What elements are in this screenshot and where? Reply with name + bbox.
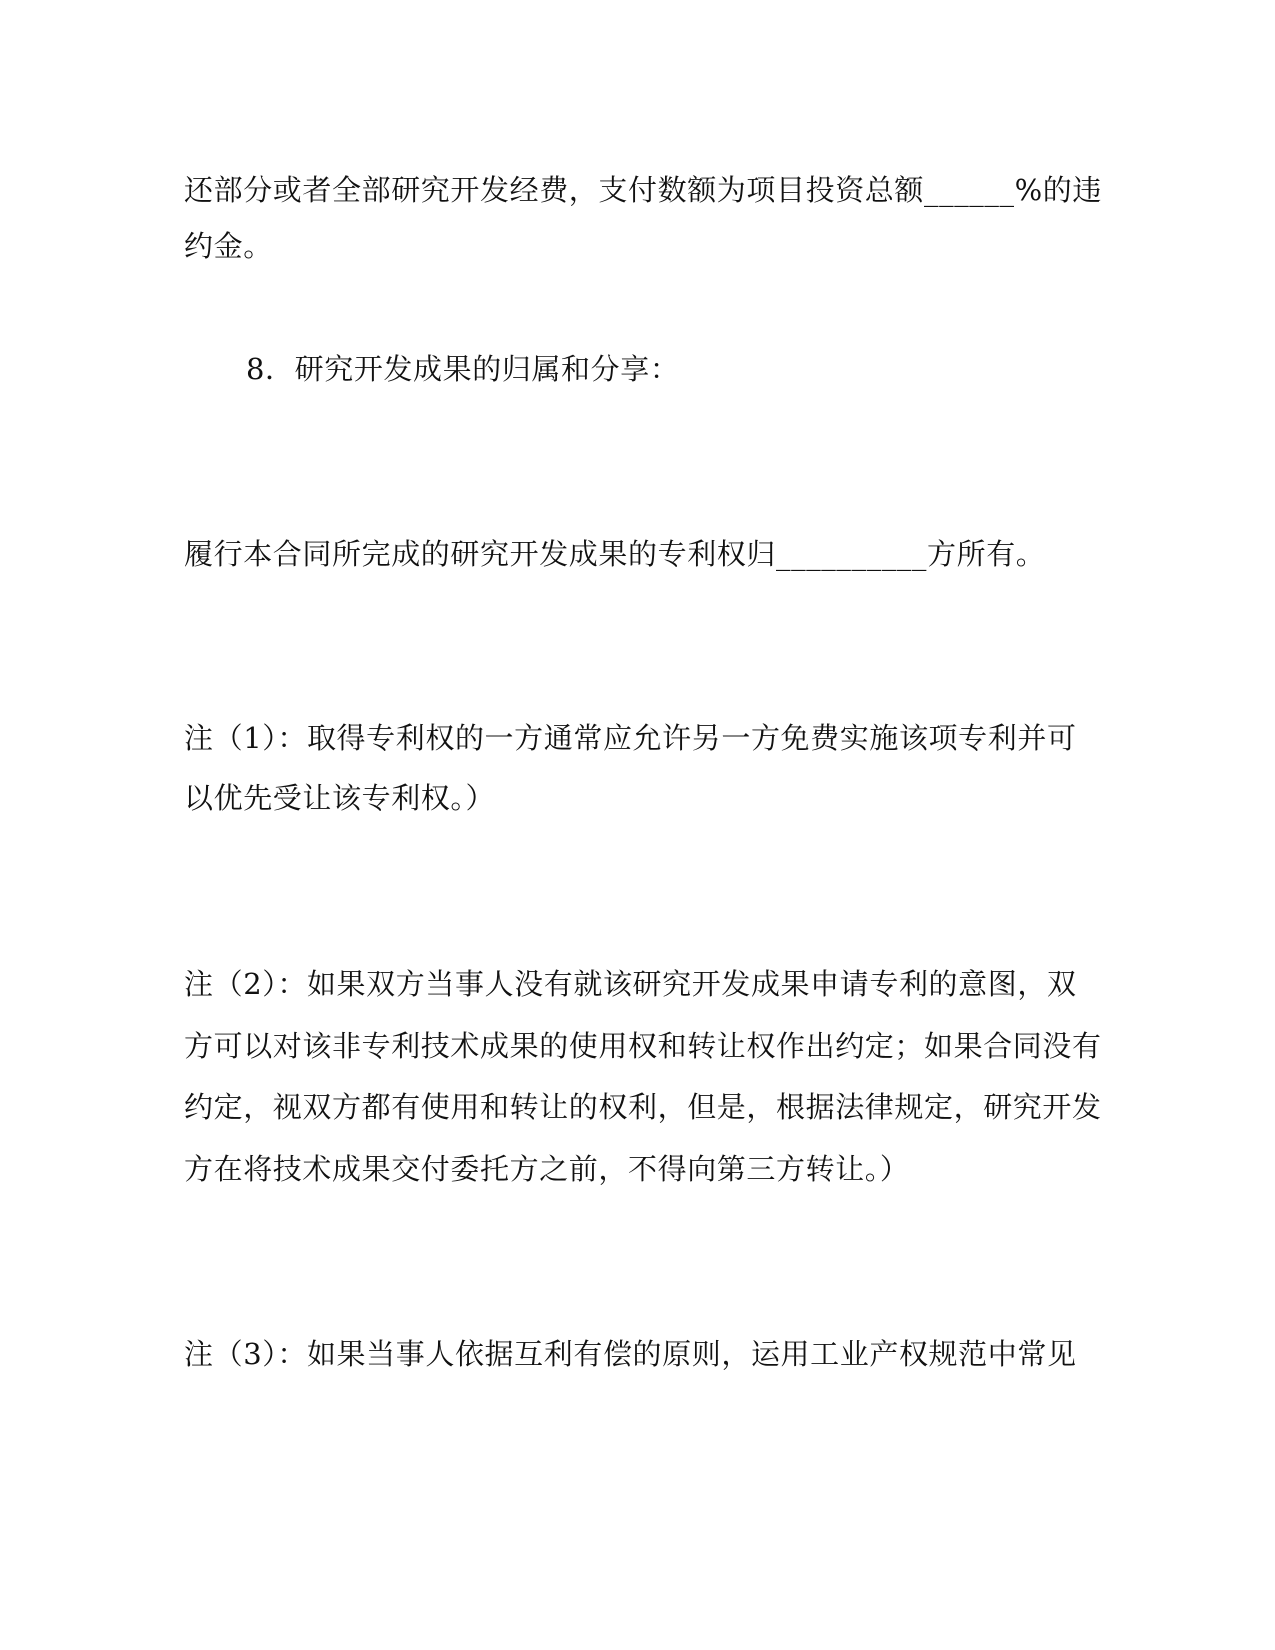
note-1-line-2: 以优先受让该专利权。） bbox=[184, 781, 496, 815]
paragraph-7-line-1: 还部分或者全部研究开发经费，支付数额为项目投资总额______%的违 bbox=[184, 173, 1102, 207]
note-2-line-2: 方可以对该非专利技术成果的使用权和转让权作出约定；如果合同没有 bbox=[184, 1029, 1102, 1063]
paragraph-7-line-2: 约金。 bbox=[184, 229, 273, 263]
note-2-line-3: 约定，视双方都有使用和转让的权利，但是，根据法律规定，研究开发 bbox=[184, 1090, 1102, 1124]
note-2-line-1: 注（2）：如果双方当事人没有就该研究开发成果申请专利的意图，双 bbox=[184, 967, 1077, 1001]
note-1-line-1: 注（1）：取得专利权的一方通常应允许另一方免费实施该项专利并可 bbox=[184, 721, 1077, 755]
clause-8-heading: 8．研究开发成果的归属和分享： bbox=[246, 352, 680, 386]
note-3-line-1: 注（3）：如果当事人依据互利有偿的原则，运用工业产权规范中常见 bbox=[184, 1337, 1077, 1371]
note-2-line-4: 方在将技术成果交付委托方之前，不得向第三方转让。） bbox=[184, 1152, 910, 1186]
clause-8-body: 履行本合同所完成的研究开发成果的专利权归__________方所有。 bbox=[184, 537, 1046, 571]
